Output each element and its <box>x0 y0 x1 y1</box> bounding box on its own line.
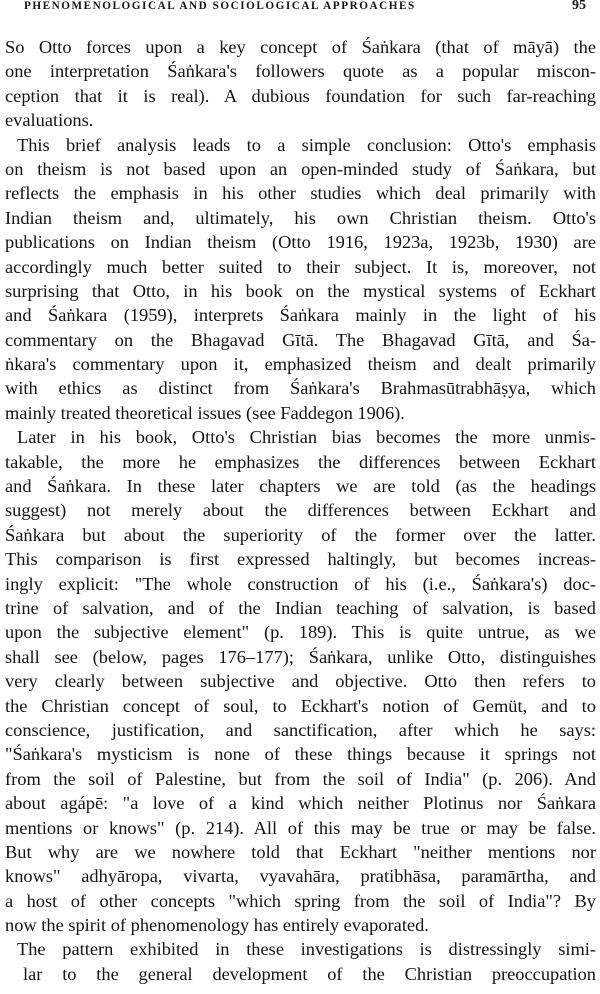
text-line: Śaṅkara but about the superiority of the former over the latter. <box>5 524 596 545</box>
text-line: This brief analysis leads to a simple conclusion: Otto's emphasis <box>17 134 596 155</box>
running-head <box>24 0 586 18</box>
text-line: Indian theism and, ultimately, his own Christian theism. Otto's <box>5 207 596 228</box>
text-line: and Śaṅkara (1959), interprets Śaṅkara mainly in the light of his <box>5 305 596 326</box>
text-line: But why are we nowhere told that Eckhart "neither mentions nor <box>5 841 596 862</box>
text-line: the Christian concept of soul, to Eckhart's notion of Gemüt, and to <box>5 695 596 716</box>
text-line: commentary on the Bhagavad Gītā. The Bhagavad Gītā, and Śa- <box>5 329 596 350</box>
text-line: This comparison is first expressed haltingly, but becomes increas- <box>5 549 596 570</box>
text-line: knows" adhyāropa, vivarta, vyavahāra, pratibhāsa, paramārtha, and <box>5 866 596 887</box>
text-line: surprising that Otto, in his book on the mystical systems of Eckhart <box>5 280 596 301</box>
text-line: mainly treated theoretical issues (see Faddegon 1906). <box>5 402 405 423</box>
body-text <box>5 35 596 986</box>
page-number: 95 <box>572 0 586 13</box>
text-line: very clearly between subjective and objective. Otto then refers to <box>5 671 596 692</box>
text-line: "Śaṅkara's mysticism is none of these things because it springs not <box>5 744 596 765</box>
text-line: ingly explicit: "The whole construction of his (i.e., Śaṅkara's) doc- <box>5 573 596 594</box>
text-line: now the spirit of phenomenology has entirely evaporated. <box>5 915 429 936</box>
text-line: upon the subjective element" (p. 189). This is quite untrue, as we <box>5 622 596 643</box>
text-line: a host of other concepts "which spring from the soil of India"? By <box>5 890 596 911</box>
text-line: trine of salvation, and of the Indian teaching of salvation, is based <box>5 597 596 618</box>
text-line: one interpretation Śaṅkara's followers quote as a popular miscon- <box>5 61 596 82</box>
running-title: PHENOMENOLOGICAL AND SOCIOLOGICAL APPROACHES <box>24 0 416 12</box>
text-line: about agápē: "a love of a kind which neither Plotinus nor Śaṅkara <box>5 793 596 814</box>
text-line: Later in his book, Otto's Christian bias becomes the more unmis- <box>17 427 596 448</box>
text-line: conscience, justification, and sanctification, after which he says: <box>5 719 596 740</box>
text-line: on theism is not based upon an open-minded study of Śaṅkara, but <box>5 158 596 179</box>
text-line: ṅkara's commentary upon it, emphasized theism and dealt primarily <box>5 354 596 375</box>
text-line: shall see (below, pages 176–177); Śaṅkara, unlike Otto, distinguishes <box>5 646 596 667</box>
text-line: reflects the emphasis in his other studies which deal primarily with <box>5 183 596 204</box>
text-line: with ethics as distinct from Śaṅkara's Brahmasūtrabhāṣya, which <box>5 378 596 399</box>
text-line: The pattern exhibited in these investigations is distressingly simi- <box>17 939 596 960</box>
text-line: So Otto forces upon a key concept of Śaṅkara (that of māyā) the <box>5 37 596 57</box>
text-line: takable, the more he emphasizes the differences between Eckhart <box>5 451 596 472</box>
text-line: from the soil of Palestine, but from the soil of India" (p. 206). And <box>5 768 596 789</box>
text-line: evaluations. <box>5 110 94 131</box>
text-line: publications on Indian theism (Otto 1916, 1923a, 1923b, 1930) are <box>5 232 596 253</box>
text-line: suggest) not merely about the differences between Eckhart and <box>5 500 596 521</box>
text-line: accordingly much better suited to their subject. It is, moreover, not <box>5 256 596 277</box>
text-line: ception that it is real). A dubious foundation for such far-reaching <box>5 85 596 106</box>
text-line: and Śaṅkara. In these later chapters we are told (as the headings <box>5 476 596 497</box>
text-line: lar to the general development of the Christian preoccupation <box>23 963 596 984</box>
text-line: mentions or knows" (p. 214). All of this may be true or may be false. <box>5 817 596 838</box>
